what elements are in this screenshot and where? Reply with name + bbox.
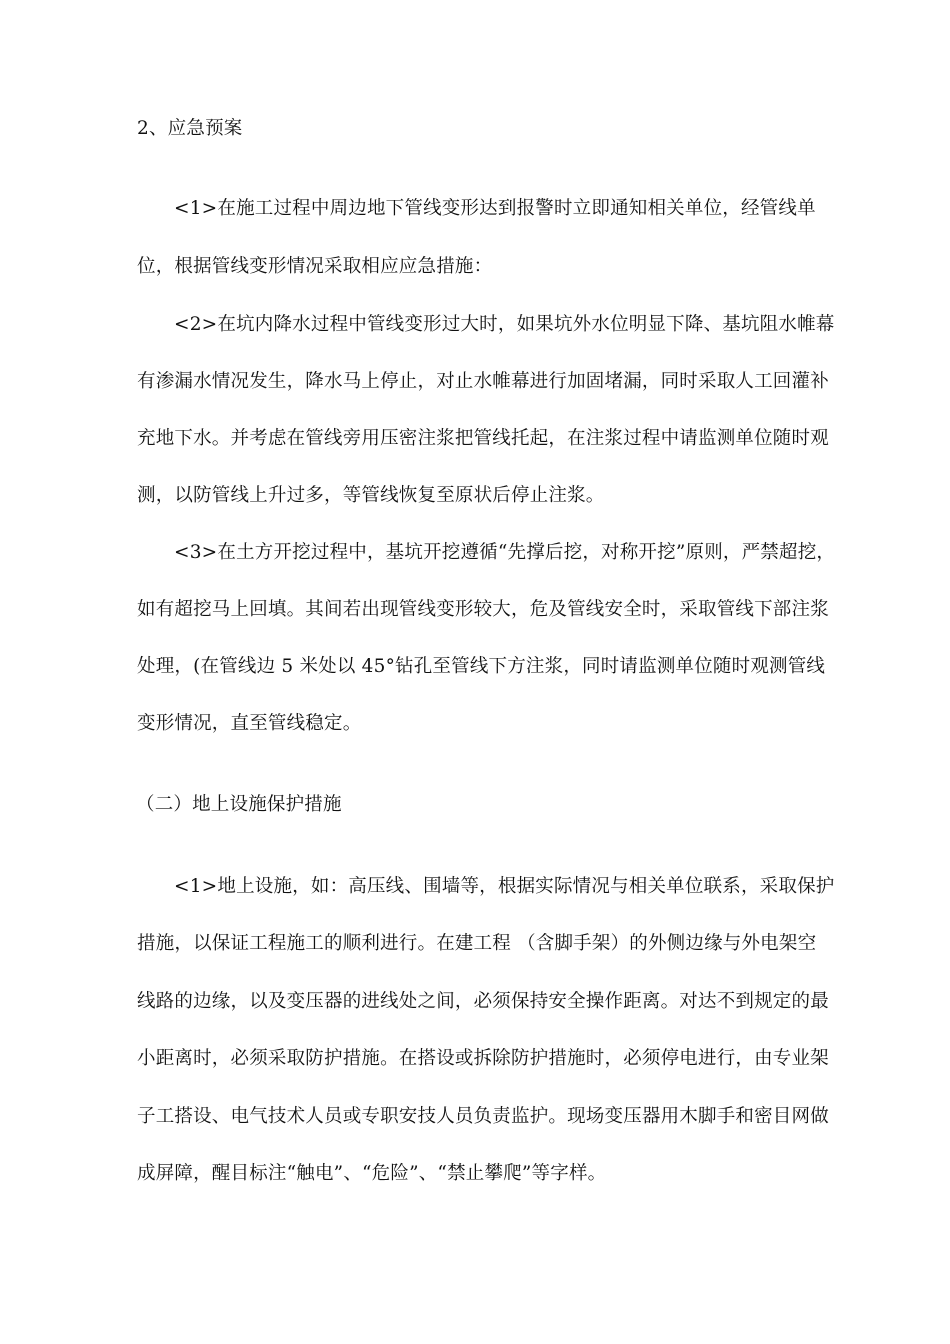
paragraph-line: 子工搭设、电气技术人员或专职安技人员负责监护。现场变压器用木脚手和密目网做 bbox=[137, 1106, 829, 1127]
paragraph-line: 位，根据管线变形情况采取相应应急措施： bbox=[137, 256, 493, 277]
paragraph-line: 成屏障，醒目标注“触电”、“危险”、“禁止攀爬”等字样。 bbox=[137, 1163, 607, 1184]
paragraph-line: 测，以防管线上升过多，等管线恢复至原状后停止注浆。 bbox=[137, 485, 605, 506]
paragraph-line: 处理，(在管线边 5 米处以 45°钻孔至管线下方注浆，同时请监测单位随时观测管线 bbox=[137, 656, 826, 677]
section-heading: 2、应急预案 bbox=[137, 118, 243, 139]
subsection-heading: （二）地上设施保护措施 bbox=[136, 794, 342, 815]
paragraph-line: 措施，以保证工程施工的顺利进行。在建工程 （含脚手架）的外侧边缘与外电架空 bbox=[137, 933, 817, 954]
paragraph-line: 如有超挖马上回填。其间若出现管线变形较大，危及管线安全时，采取管线下部注浆 bbox=[137, 599, 829, 620]
paragraph-line: 有渗漏水情况发生，降水马上停止，对止水帷幕进行加固堵漏，同时采取人工回灌补 bbox=[137, 371, 829, 392]
paragraph-line: <3>在土方开挖过程中，基坑开挖遵循“先撑后挖，对称开挖”原则，严禁超挖， bbox=[174, 542, 836, 563]
paragraph-line: <2>在坑内降水过程中管线变形过大时，如果坑外水位明显下降、基坑阻水帷幕 bbox=[174, 314, 835, 335]
paragraph-line: 线路的边缘，以及变压器的进线处之间，必须保持安全操作距离。对达不到规定的最 bbox=[137, 991, 829, 1012]
paragraph-line: <1>在施工过程中周边地下管线变形达到报警时立即通知相关单位，经管线单 bbox=[174, 198, 816, 219]
paragraph-line: 充地下水。并考虑在管线旁用压密注浆把管线托起，在注浆过程中请监测单位随时观 bbox=[137, 428, 829, 449]
paragraph-line: <1>地上设施，如：高压线、围墙等，根据实际情况与相关单位联系，采取保护 bbox=[174, 876, 835, 897]
paragraph-line: 变形情况，直至管线稳定。 bbox=[137, 713, 362, 734]
paragraph-line: 小距离时，必须采取防护措施。在搭设或拆除防护措施时，必须停电进行，由专业架 bbox=[137, 1048, 829, 1069]
